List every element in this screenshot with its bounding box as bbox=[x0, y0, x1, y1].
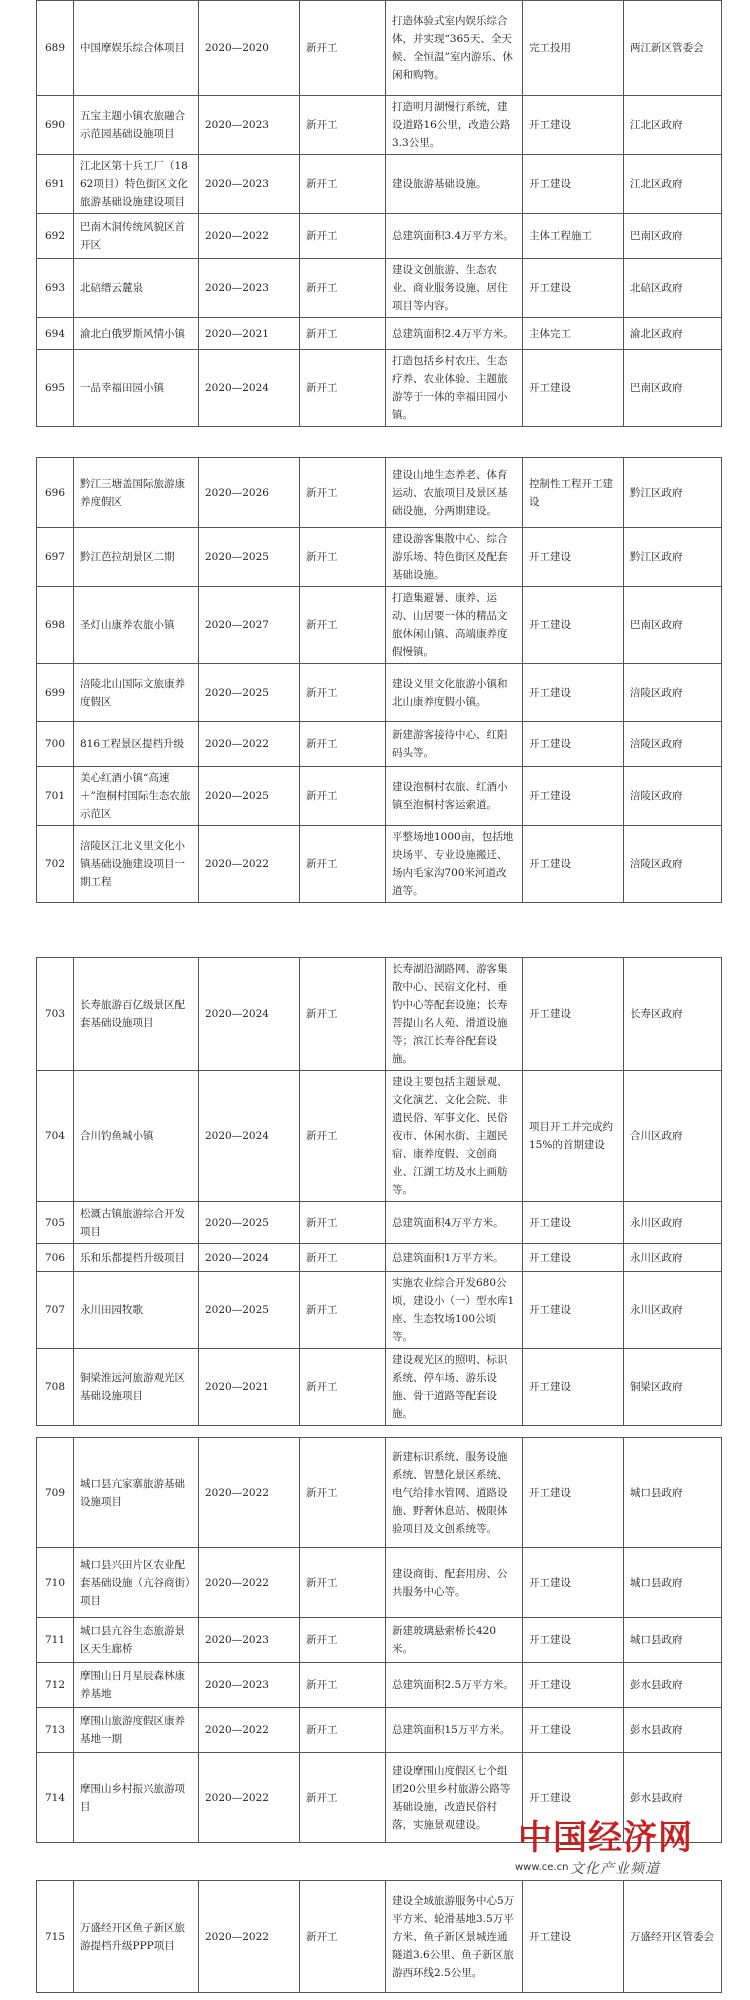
construction-period-cell: 2020—2022 bbox=[199, 1548, 300, 1618]
project-name-cell: 涪陵北山国际文旅康养度假区 bbox=[74, 664, 199, 722]
construction-content-cell: 打造集避暑、康养、运动、山居要一体的精品文旅休闲山镇、高端康养度假慢镇。 bbox=[386, 587, 523, 664]
construction-period-cell: 2020—2023 bbox=[199, 155, 300, 214]
site-url-watermark: www.ce.cn bbox=[515, 1862, 569, 1873]
project-type-cell: 新开工 bbox=[300, 214, 386, 259]
construction-period-cell: 2020—2023 bbox=[199, 1663, 300, 1708]
table-row bbox=[37, 664, 722, 722]
project-number-cell: 710 bbox=[37, 1548, 74, 1618]
project-type-cell: 新开工 bbox=[300, 722, 386, 767]
construction-content-cell: 建设文创旅游、生态农业、商业服务设施、居住项目等内容。 bbox=[386, 259, 523, 318]
annual-progress-cell: 开工建设 bbox=[523, 1548, 624, 1618]
construction-period-cell: 2020—2025 bbox=[199, 664, 300, 722]
project-number-cell: 703 bbox=[37, 958, 74, 1071]
project-number-cell: 699 bbox=[37, 664, 74, 722]
construction-period-cell: 2020—2022 bbox=[199, 1753, 300, 1843]
project-type-cell: 新开工 bbox=[300, 1272, 386, 1349]
project-name-cell: 五宝主题小镇农旅融合示范园基础设施项目 bbox=[74, 96, 199, 155]
project-name-cell: 涪陵区江北义里文化小镇基础设施建设项目一期工程 bbox=[74, 826, 199, 903]
construction-content-cell: 建设旅游基础设施。 bbox=[386, 155, 523, 214]
project-number-cell: 693 bbox=[37, 259, 74, 318]
construction-period-cell: 2020—2023 bbox=[199, 259, 300, 318]
construction-period-cell: 2020—2027 bbox=[199, 587, 300, 664]
construction-content-cell: 总建筑面积15万平方米。 bbox=[386, 1708, 523, 1753]
project-number-cell: 696 bbox=[37, 458, 74, 528]
construction-content-cell: 长寿湖沿湖路网、游客集散中心、民宿文化村、垂钓中心等配套设施；长寿菩提山名人苑、滑道设施等；滨江长寿谷配套设施。 bbox=[386, 958, 523, 1071]
table-row bbox=[37, 458, 722, 528]
annual-progress-cell: 完工投用 bbox=[523, 1, 624, 96]
responsible-unit-cell: 城口县政府 bbox=[624, 1438, 722, 1548]
annual-progress-cell: 开工建设 bbox=[523, 528, 624, 587]
responsible-unit-cell: 巴南区政府 bbox=[624, 350, 722, 427]
construction-period-cell: 2020—2024 bbox=[199, 1071, 300, 1202]
project-type-cell: 新开工 bbox=[300, 1753, 386, 1843]
responsible-unit-cell: 江北区政府 bbox=[624, 96, 722, 155]
responsible-unit-cell: 铜梁区政府 bbox=[624, 1349, 722, 1426]
project-number-cell: 704 bbox=[37, 1071, 74, 1202]
project-name-cell: 美心红酒小镇“高速＋”泡桐村国际生态农旅示范区 bbox=[74, 767, 199, 826]
project-table bbox=[36, 957, 722, 1426]
annual-progress-cell: 开工建设 bbox=[523, 1272, 624, 1349]
project-type-cell: 新开工 bbox=[300, 96, 386, 155]
table-row bbox=[37, 1349, 722, 1426]
project-number-cell: 707 bbox=[37, 1272, 74, 1349]
project-name-cell: 城口县亢家寨旅游基础设施项目 bbox=[74, 1438, 199, 1548]
table-row bbox=[37, 1708, 722, 1753]
annual-progress-cell: 开工建设 bbox=[523, 1244, 624, 1272]
construction-content-cell: 总建筑面积3.4万平方米。 bbox=[386, 214, 523, 259]
construction-content-cell: 建设游客集散中心、综合游乐场、特色街区及配套基础设施。 bbox=[386, 528, 523, 587]
project-type-cell: 新开工 bbox=[300, 1618, 386, 1663]
table-row bbox=[37, 1, 722, 96]
construction-period-cell: 2020—2022 bbox=[199, 826, 300, 903]
annual-progress-cell: 开工建设 bbox=[523, 1202, 624, 1244]
responsible-unit-cell: 永川区政府 bbox=[624, 1244, 722, 1272]
project-type-cell: 新开工 bbox=[300, 767, 386, 826]
construction-content-cell: 打造包括乡村农庄、生态疗养、农业体验、主题旅游等于一体的幸福田园小镇。 bbox=[386, 350, 523, 427]
annual-progress-cell: 开工建设 bbox=[523, 1618, 624, 1663]
annual-progress-cell: 开工建设 bbox=[523, 1663, 624, 1708]
table-row bbox=[37, 1438, 722, 1548]
project-number-cell: 695 bbox=[37, 350, 74, 427]
construction-content-cell: 打造体验式室内娱乐综合体，并实现“365天、全天候、全恒温”室内游乐、休闲和购物。 bbox=[386, 1, 523, 96]
responsible-unit-cell: 城口县政府 bbox=[624, 1618, 722, 1663]
annual-progress-cell: 开工建设 bbox=[523, 96, 624, 155]
project-type-cell: 新开工 bbox=[300, 1663, 386, 1708]
project-type-cell: 新开工 bbox=[300, 1708, 386, 1753]
site-logo-watermark: 中国经济网 bbox=[518, 1818, 693, 1858]
project-number-cell: 715 bbox=[37, 1881, 74, 1993]
project-name-cell: 城口县亢谷生态旅游景区天生廊桥 bbox=[74, 1618, 199, 1663]
project-name-cell: 北碚缙云麓泉 bbox=[74, 259, 199, 318]
project-type-cell: 新开工 bbox=[300, 664, 386, 722]
project-number-cell: 691 bbox=[37, 155, 74, 214]
project-number-cell: 714 bbox=[37, 1753, 74, 1843]
project-name-cell: 圣灯山康养农旅小镇 bbox=[74, 587, 199, 664]
project-number-cell: 701 bbox=[37, 767, 74, 826]
table-row bbox=[37, 1202, 722, 1244]
responsible-unit-cell: 巴南区政府 bbox=[624, 587, 722, 664]
project-name-cell: 黔江三塘盖国际旅游康养度假区 bbox=[74, 458, 199, 528]
annual-progress-cell: 开工建设 bbox=[523, 767, 624, 826]
project-number-cell: 700 bbox=[37, 722, 74, 767]
project-type-cell: 新开工 bbox=[300, 1, 386, 96]
annual-progress-cell: 开工建设 bbox=[523, 155, 624, 214]
construction-content-cell: 总建筑面积2.4万平方米。 bbox=[386, 318, 523, 350]
responsible-unit-cell: 城口县政府 bbox=[624, 1548, 722, 1618]
project-number-cell: 692 bbox=[37, 214, 74, 259]
table-body bbox=[37, 958, 722, 1426]
project-number-cell: 712 bbox=[37, 1663, 74, 1708]
construction-content-cell: 总建筑面积1万平方米。 bbox=[386, 1244, 523, 1272]
project-type-cell: 新开工 bbox=[300, 350, 386, 427]
construction-period-cell: 2020—2025 bbox=[199, 767, 300, 826]
project-table bbox=[36, 1437, 722, 1843]
project-number-cell: 708 bbox=[37, 1349, 74, 1426]
project-name-cell: 合川钓鱼城小镇 bbox=[74, 1071, 199, 1202]
construction-content-cell: 新建标识系统、服务设施系统、智慧化景区系统、电气给排水管网、道路设施、野奢休息站、极限体验项目及文创系统等。 bbox=[386, 1438, 523, 1548]
table-body bbox=[37, 458, 722, 903]
table-row bbox=[37, 96, 722, 155]
construction-content-cell: 新建游客接待中心、红阳码头等。 bbox=[386, 722, 523, 767]
project-name-cell: 一品幸福田园小镇 bbox=[74, 350, 199, 427]
project-number-cell: 705 bbox=[37, 1202, 74, 1244]
responsible-unit-cell: 北碚区政府 bbox=[624, 259, 722, 318]
construction-period-cell: 2020—2024 bbox=[199, 958, 300, 1071]
project-type-cell: 新开工 bbox=[300, 1244, 386, 1272]
project-name-cell: 乐和乐都提档升级项目 bbox=[74, 1244, 199, 1272]
project-name-cell: 摩围山旅游度假区康养基地一期 bbox=[74, 1708, 199, 1753]
table-row bbox=[37, 259, 722, 318]
project-name-cell: 江北区第十兵工厂（1862项目）特色街区文化旅游基础设施建设项目 bbox=[74, 155, 199, 214]
responsible-unit-cell: 涪陵区政府 bbox=[624, 767, 722, 826]
table-row bbox=[37, 767, 722, 826]
construction-period-cell: 2020—2022 bbox=[199, 1881, 300, 1993]
responsible-unit-cell: 两江新区管委会 bbox=[624, 1, 722, 96]
table-row bbox=[37, 1618, 722, 1663]
project-name-cell: 摩围山日月星辰森林康养基地 bbox=[74, 1663, 199, 1708]
project-type-cell: 新开工 bbox=[300, 587, 386, 664]
annual-progress-cell: 开工建设 bbox=[523, 958, 624, 1071]
channel-name-watermark: 文化产业频道 bbox=[570, 1861, 660, 1877]
project-type-cell: 新开工 bbox=[300, 1071, 386, 1202]
annual-progress-cell: 开工建设 bbox=[523, 1881, 624, 1993]
construction-content-cell: 建设观光区的照明、标识系统、停车场、游乐设施、骨干道路等配套设施。 bbox=[386, 1349, 523, 1426]
annual-progress-cell: 开工建设 bbox=[523, 1438, 624, 1548]
table-row bbox=[37, 1548, 722, 1618]
construction-content-cell: 总建筑面积2.5万平方米。 bbox=[386, 1663, 523, 1708]
annual-progress-cell: 控制性工程开工建设 bbox=[523, 458, 624, 528]
table-row bbox=[37, 958, 722, 1071]
construction-content-cell: 打造明月湖慢行系统，建设道路16公里，改造公路3.3公里。 bbox=[386, 96, 523, 155]
annual-progress-cell: 开工建设 bbox=[523, 1349, 624, 1426]
responsible-unit-cell: 永川区政府 bbox=[624, 1272, 722, 1349]
project-number-cell: 702 bbox=[37, 826, 74, 903]
responsible-unit-cell: 黔江区政府 bbox=[624, 528, 722, 587]
table-row bbox=[37, 1071, 722, 1202]
project-number-cell: 698 bbox=[37, 587, 74, 664]
table-row bbox=[37, 587, 722, 664]
responsible-unit-cell: 彭水县政府 bbox=[624, 1708, 722, 1753]
annual-progress-cell: 开工建设 bbox=[523, 350, 624, 427]
responsible-unit-cell: 万盛经开区管委会 bbox=[624, 1881, 722, 1993]
project-name-cell: 黔江芭拉胡景区二期 bbox=[74, 528, 199, 587]
responsible-unit-cell: 涪陵区政府 bbox=[624, 826, 722, 903]
table-body bbox=[37, 1881, 722, 1993]
responsible-unit-cell: 彭水县政府 bbox=[624, 1663, 722, 1708]
annual-progress-cell: 项目开工并完成约15%的首期建设 bbox=[523, 1071, 624, 1202]
project-name-cell: 巴南木洞传统风貌区首开区 bbox=[74, 214, 199, 259]
project-name-cell: 铜梁淮远河旅游观光区基础设施项目 bbox=[74, 1349, 199, 1426]
responsible-unit-cell: 涪陵区政府 bbox=[624, 722, 722, 767]
project-number-cell: 689 bbox=[37, 1, 74, 96]
annual-progress-cell: 开工建设 bbox=[523, 826, 624, 903]
project-type-cell: 新开工 bbox=[300, 1881, 386, 1993]
construction-content-cell: 总建筑面积4万平方米。 bbox=[386, 1202, 523, 1244]
responsible-unit-cell: 巴南区政府 bbox=[624, 214, 722, 259]
annual-progress-cell: 主体完工 bbox=[523, 318, 624, 350]
project-name-cell: 永川田园牧歌 bbox=[74, 1272, 199, 1349]
project-number-cell: 713 bbox=[37, 1708, 74, 1753]
project-type-cell: 新开工 bbox=[300, 259, 386, 318]
project-name-cell: 长寿旅游百亿级景区配套基础设施项目 bbox=[74, 958, 199, 1071]
project-number-cell: 711 bbox=[37, 1618, 74, 1663]
table-row bbox=[37, 528, 722, 587]
table-row bbox=[37, 155, 722, 214]
construction-content-cell: 建设全域旅游服务中心5万平方米、轮滑基地3.5万平方米、鱼子新区景城连通隧道3.6公里、鱼子新区旅游西环线2.5公里。 bbox=[386, 1881, 523, 1993]
responsible-unit-cell: 江北区政府 bbox=[624, 155, 722, 214]
project-table bbox=[36, 457, 722, 903]
project-type-cell: 新开工 bbox=[300, 528, 386, 587]
project-type-cell: 新开工 bbox=[300, 1548, 386, 1618]
construction-content-cell: 实施农业综合开发680公顷，建设小（一）型水库1座、生态牧场100公顷等。 bbox=[386, 1272, 523, 1349]
table-row bbox=[37, 318, 722, 350]
construction-content-cell: 建设泡桐村农旅、红酒小镇至泡桐村客运索道。 bbox=[386, 767, 523, 826]
table-body bbox=[37, 1438, 722, 1843]
responsible-unit-cell: 永川区政府 bbox=[624, 1202, 722, 1244]
table-body bbox=[37, 1, 722, 427]
project-number-cell: 690 bbox=[37, 96, 74, 155]
annual-progress-cell: 开工建设 bbox=[523, 259, 624, 318]
construction-period-cell: 2020—2021 bbox=[199, 318, 300, 350]
project-number-cell: 709 bbox=[37, 1438, 74, 1548]
project-number-cell: 706 bbox=[37, 1244, 74, 1272]
construction-content-cell: 新建玻璃悬索桥长420米。 bbox=[386, 1618, 523, 1663]
construction-content-cell: 建设摩围山度假区七个组团20公里乡村旅游公路等基础设施，改造民俗村落，实施景观建设。 bbox=[386, 1753, 523, 1843]
construction-period-cell: 2020—2023 bbox=[199, 96, 300, 155]
annual-progress-cell: 开工建设 bbox=[523, 1753, 624, 1843]
project-name-cell: 城口县兴田片区农业配套基础设施（亢谷商街）项目 bbox=[74, 1548, 199, 1618]
construction-period-cell: 2020—2023 bbox=[199, 1618, 300, 1663]
construction-content-cell: 建设主要包括主题景观、文化演艺、文化会院、非遗民俗、军事文化、民俗夜市、休闲水街、主题民宿、康养度假、文创商业、江湖工坊及水上画舫等。 bbox=[386, 1071, 523, 1202]
table-row bbox=[37, 1244, 722, 1272]
project-type-cell: 新开工 bbox=[300, 318, 386, 350]
annual-progress-cell: 开工建设 bbox=[523, 664, 624, 722]
annual-progress-cell: 主体工程施工 bbox=[523, 214, 624, 259]
project-type-cell: 新开工 bbox=[300, 826, 386, 903]
construction-period-cell: 2020—2025 bbox=[199, 1272, 300, 1349]
table-row bbox=[37, 1881, 722, 1993]
table-row bbox=[37, 214, 722, 259]
annual-progress-cell: 开工建设 bbox=[523, 722, 624, 767]
construction-content-cell: 建设山地生态养老、体育运动、农旅项目及景区基础设施，分两期建设。 bbox=[386, 458, 523, 528]
table-row bbox=[37, 1272, 722, 1349]
construction-period-cell: 2020—2022 bbox=[199, 214, 300, 259]
responsible-unit-cell: 合川区政府 bbox=[624, 1071, 722, 1202]
construction-period-cell: 2020—2020 bbox=[199, 1, 300, 96]
project-type-cell: 新开工 bbox=[300, 155, 386, 214]
project-type-cell: 新开工 bbox=[300, 458, 386, 528]
project-number-cell: 697 bbox=[37, 528, 74, 587]
table-row bbox=[37, 350, 722, 427]
construction-period-cell: 2020—2024 bbox=[199, 350, 300, 427]
construction-period-cell: 2020—2021 bbox=[199, 1349, 300, 1426]
project-name-cell: 摩围山乡村振兴旅游项目 bbox=[74, 1753, 199, 1843]
annual-progress-cell: 开工建设 bbox=[523, 587, 624, 664]
project-table bbox=[36, 0, 722, 427]
project-type-cell: 新开工 bbox=[300, 1349, 386, 1426]
construction-content-cell: 建设商街、配套用房、公共服务中心等。 bbox=[386, 1548, 523, 1618]
construction-period-cell: 2020—2022 bbox=[199, 722, 300, 767]
project-type-cell: 新开工 bbox=[300, 1438, 386, 1548]
responsible-unit-cell: 黔江区政府 bbox=[624, 458, 722, 528]
responsible-unit-cell: 长寿区政府 bbox=[624, 958, 722, 1071]
project-table bbox=[36, 1880, 722, 1993]
table-row bbox=[37, 826, 722, 903]
project-name-cell: 中国摩娱乐综合体项目 bbox=[74, 1, 199, 96]
annual-progress-cell: 开工建设 bbox=[523, 1708, 624, 1753]
project-name-cell: 816工程景区提档升级 bbox=[74, 722, 199, 767]
table-row bbox=[37, 1663, 722, 1708]
responsible-unit-cell: 渝北区政府 bbox=[624, 318, 722, 350]
construction-period-cell: 2020—2024 bbox=[199, 1244, 300, 1272]
responsible-unit-cell: 彭水县政府 bbox=[624, 1753, 722, 1843]
construction-content-cell: 建设义里文化旅游小镇和北山康养度假小镇。 bbox=[386, 664, 523, 722]
responsible-unit-cell: 涪陵区政府 bbox=[624, 664, 722, 722]
construction-period-cell: 2020—2025 bbox=[199, 528, 300, 587]
table-row bbox=[37, 722, 722, 767]
construction-period-cell: 2020—2022 bbox=[199, 1708, 300, 1753]
project-name-cell: 松溉古镇旅游综合开发项目 bbox=[74, 1202, 199, 1244]
construction-period-cell: 2020—2025 bbox=[199, 1202, 300, 1244]
construction-period-cell: 2020—2022 bbox=[199, 1438, 300, 1548]
project-name-cell: 万盛经开区鱼子新区旅游提档升级PPP项目 bbox=[74, 1881, 199, 1993]
project-type-cell: 新开工 bbox=[300, 958, 386, 1071]
project-number-cell: 694 bbox=[37, 318, 74, 350]
construction-content-cell: 平整场地1000亩，包括地块场平、专业设施搬迁、场内毛家沟700米河道改道等。 bbox=[386, 826, 523, 903]
project-type-cell: 新开工 bbox=[300, 1202, 386, 1244]
project-name-cell: 渝北白俄罗斯风情小镇 bbox=[74, 318, 199, 350]
construction-period-cell: 2020—2026 bbox=[199, 458, 300, 528]
